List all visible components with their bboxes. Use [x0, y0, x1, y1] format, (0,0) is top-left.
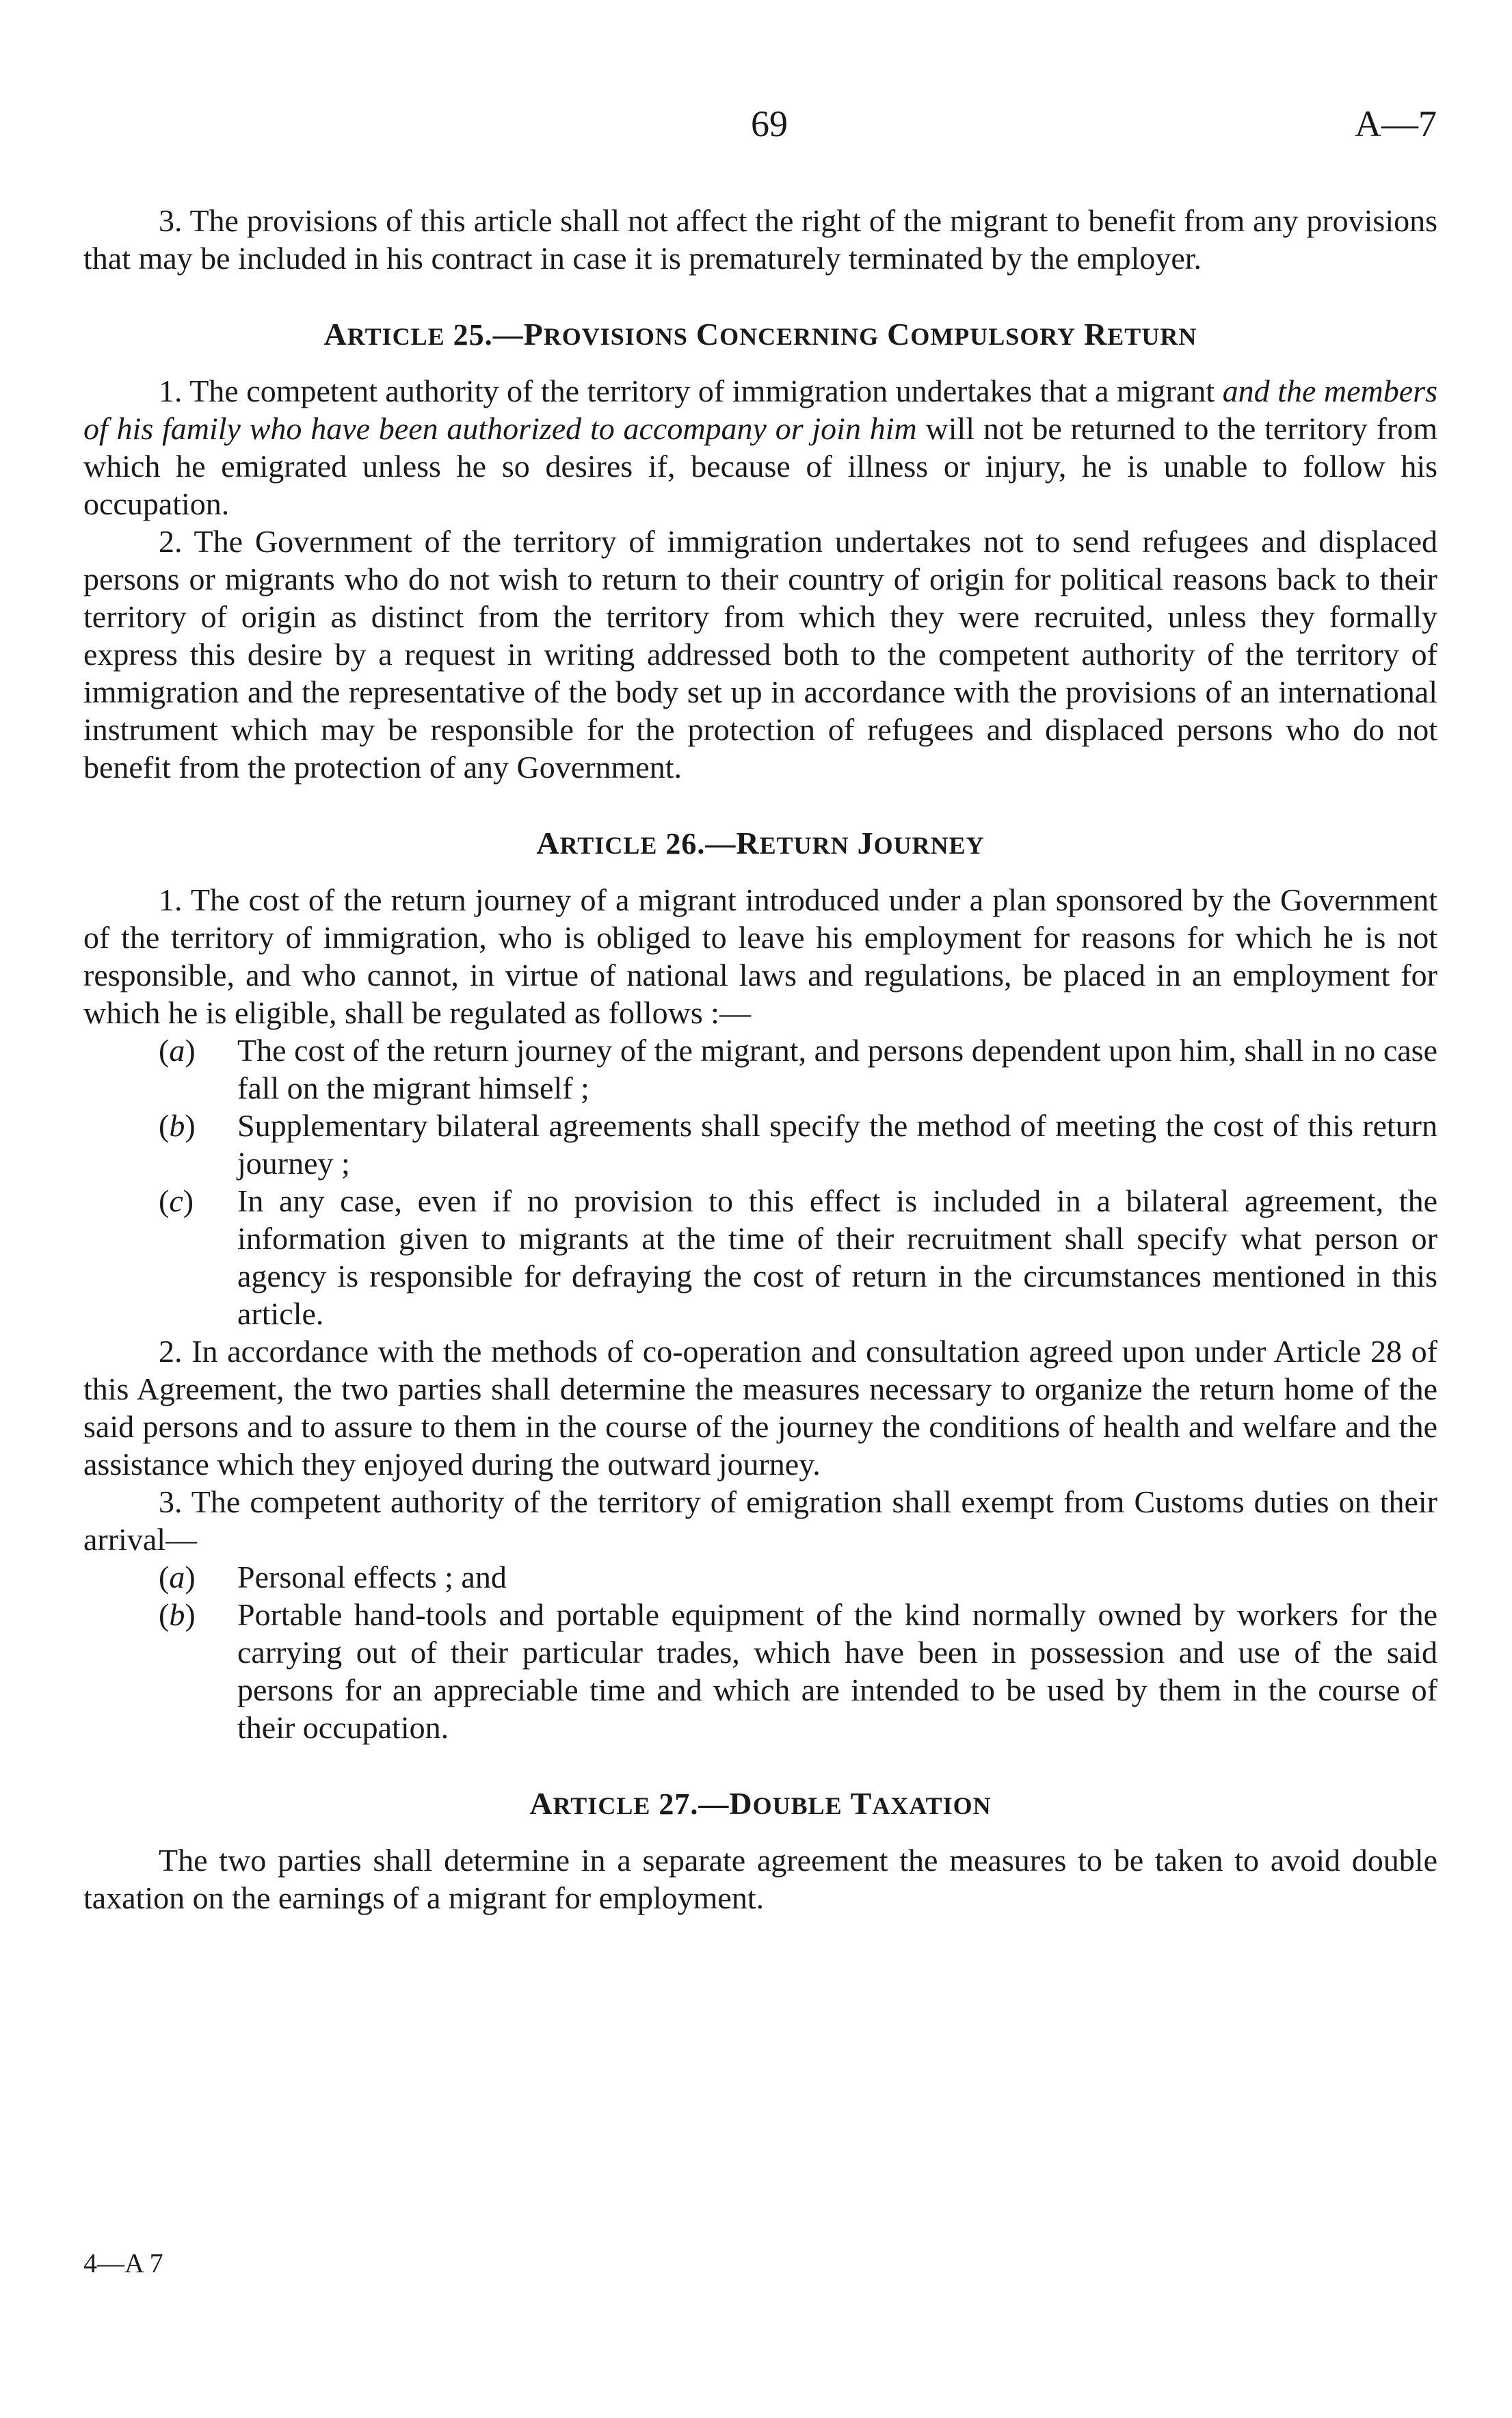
- heading-title: DOUBLE TAXATION: [729, 1786, 992, 1821]
- article-27-heading: [83, 1785, 1437, 1825]
- heading-number: 27.—: [659, 1787, 730, 1821]
- text-run: will not be returned to the territory from which he emigrated unless he so desires if, because of illness or injury, he is unable to follow his occupation.: [83, 411, 1437, 521]
- document-code: A—7: [1355, 103, 1437, 144]
- article-25-paragraph-2: 2. The Government of the territory of immigration undertakes not to send refugees and displaced persons or migrants who do not wish to return to their country of origin for political reasons back to their territory of origin as distinct from the territory from which they were recruited, unless they formally express this desire by a request in writing addressed both to the competent authority of the territory of immigration and the representative of the body set up in accordance with the provisions of an international instrument which may be responsible for the protection of refugees and displaced persons who do not benefit from the protection of any Government.: [83, 524, 1437, 785]
- heading-number: 25.—: [453, 318, 524, 352]
- article-26-paragraph-1: 1. The cost of the return journey of a migrant introduced under a plan sponsored by the Government of the territory of immigration, who is obliged to leave his employment for reasons for which he is not responsible, and who cannot, in virtue of national laws and regulations, be placed in an employment for which he is eligible, shall be regulated as follows :—: [83, 882, 1437, 1030]
- list-item-text: In any case, even if no provision to this effect is included in a bilateral agreement, the information given to migrants at the time of their recruitment shall specify what person or agency is responsible for defraying the cost of return in the circumstances mentioned in this article.: [237, 1183, 1437, 1331]
- list-item-label: (a): [159, 1033, 196, 1068]
- article-25-paragraph-1: [83, 372, 1437, 523]
- document-body: [83, 202, 1437, 1917]
- paragraph-3-intro: 3. The provisions of this article shall not affect the right of the migrant to benefit from any provisions that may be included in his contract in case it is prematurely terminated by the employer.: [83, 203, 1437, 276]
- heading-word: ARTICLE: [529, 1786, 651, 1821]
- list-item: [83, 1596, 1437, 1746]
- italic-run: and the members of his family who have been authorized to accompany or join him: [83, 373, 1437, 446]
- list-item-label: (b): [159, 1108, 196, 1143]
- article-26-list-1: [83, 1031, 1437, 1332]
- article-26-heading: [83, 824, 1437, 865]
- list-item: [83, 1107, 1437, 1182]
- heading-number: 26.—: [665, 827, 737, 860]
- list-item-text: Portable hand-tools and portable equipment of the kind normally owned by workers for the carrying out of their particular trades, which have been in possession and use of the said persons for an appreciable time and which are intended to be used by them in the course of their occupation.: [237, 1597, 1437, 1745]
- heading-title: RETURN JOURNEY: [736, 826, 985, 860]
- list-item: [83, 1558, 1437, 1596]
- list-item-text: Personal effects ; and: [237, 1560, 507, 1594]
- list-item: [83, 1031, 1437, 1107]
- list-item-label: (b): [159, 1597, 196, 1632]
- signature-mark: 4—A 7: [83, 2248, 163, 2278]
- list-item-label: (a): [159, 1560, 196, 1594]
- list-item-label: (c): [159, 1183, 194, 1218]
- list-item-text: The cost of the return journey of the migrant, and persons dependent upon him, shall in no case fall on the migrant himself ;: [237, 1033, 1437, 1105]
- heading-word: ARTICLE: [323, 317, 445, 352]
- text-run: 1. The competent authority of the territory of immigration undertakes that a migrant: [159, 373, 1223, 408]
- heading-word: ARTICLE: [536, 826, 658, 860]
- list-item: [83, 1182, 1437, 1332]
- page-number: 69: [751, 103, 788, 144]
- list-item-text: Supplementary bilateral agreements shall specify the method of meeting the cost of this return journey ;: [237, 1108, 1437, 1181]
- article-25-heading: [83, 315, 1437, 356]
- article-26-paragraph-3: 3. The competent authority of the territory of emigration shall exempt from Customs duties on their arrival—: [83, 1484, 1437, 1557]
- article-27-paragraph-1: The two parties shall determine in a separate agreement the measures to be taken to avoid double taxation on the earnings of a migrant for employment.: [83, 1843, 1437, 1915]
- article-26-list-3: [83, 1558, 1437, 1746]
- article-26-paragraph-2: 2. In accordance with the methods of co-operation and consultation agreed upon under Article 28 of this Agreement, the two parties shall determine the measures necessary to organize the return home of the said persons and to assure to them in the course of the journey the conditions of health and welfare and the assistance which they enjoyed during the outward journey.: [83, 1334, 1437, 1482]
- heading-title: PROVISIONS CONCERNING COMPULSORY RETURN: [523, 317, 1197, 352]
